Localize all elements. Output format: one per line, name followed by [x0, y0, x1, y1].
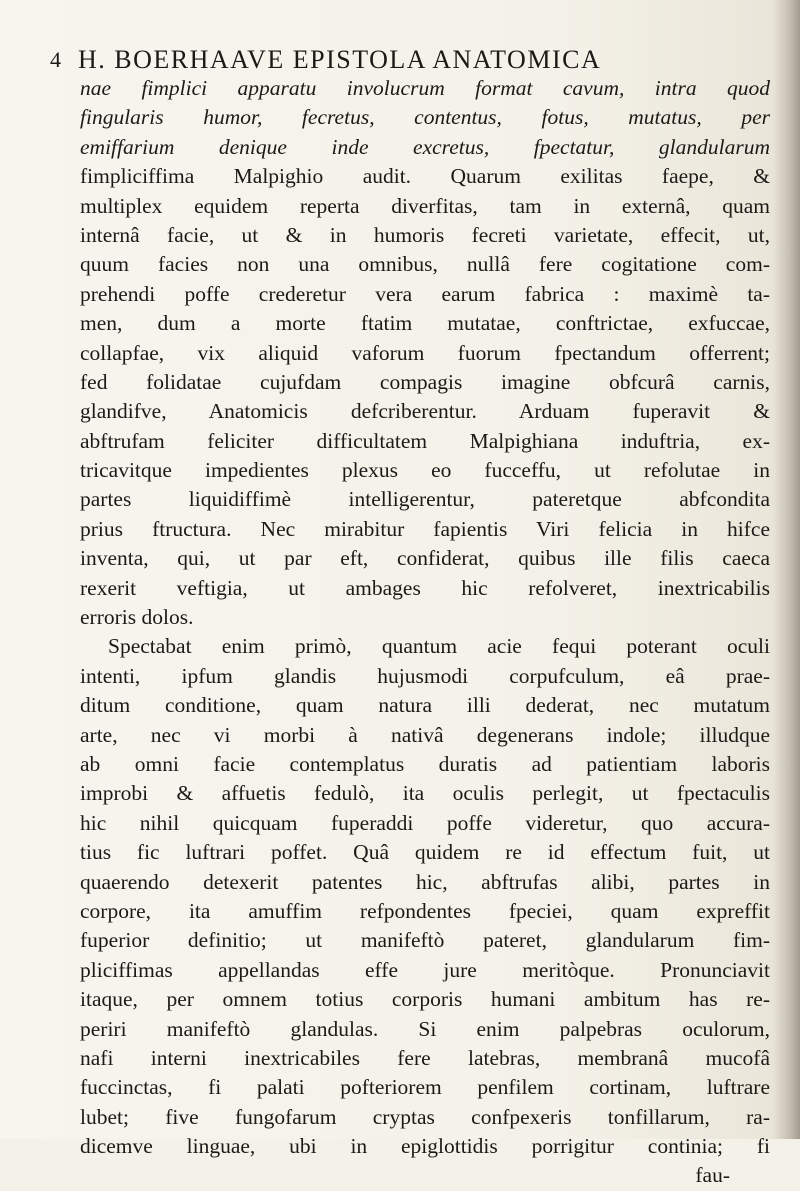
catchword: fau-: [695, 1163, 730, 1188]
text-line: abftrufam feliciter difficultatem Malpighiana induftria, ex-: [80, 428, 770, 453]
body-text: [80, 74, 770, 1191]
text-line: arte, nec vi morbi à nativâ degenerans indole; illudque: [80, 722, 770, 747]
text-line: nae fimplici apparatu involucrum format cavum, intra quod: [80, 76, 770, 100]
text-line: fimpliciffima Malpighio audit. Quarum exilitas faepe, &: [80, 164, 770, 189]
text-line: internâ facie, ut & in humoris fecreti varietate, effecit, ut,: [80, 222, 770, 247]
text-line: improbi & affuetis fedulò, ita oculis perlegit, ut fpectaculis: [80, 781, 770, 806]
text-line: prehendi poffe crederetur vera earum fabrica : maximè ta-: [80, 281, 770, 306]
text-line: collapfae, vix aliquid vaforum fuorum fpectandum offerrent;: [80, 340, 770, 365]
text-line: fingularis humor, fecretus, contentus, fotus, mutatus, per: [80, 105, 770, 130]
text-line: tricavitque impedientes plexus eo fucceffu, ut refolutae in: [80, 458, 770, 483]
text-line: fuperior definitio; ut manifeftò pateret, glandularum fim-: [80, 928, 770, 953]
text-line: ab omni facie contemplatus duratis ad patientiam laboris: [80, 751, 770, 776]
text-line: hic nihil quicquam fuperaddi poffe videretur, quo accura-: [80, 810, 770, 835]
text-line: quaerendo detexerit patentes hic, abftrufas alibi, partes in: [80, 869, 770, 894]
text-line: emiffarium denique inde excretus, fpectatur, glandularum: [80, 134, 770, 159]
text-line: inventa, qui, ut par eft, confiderat, quibus ille filis caeca: [80, 546, 770, 571]
text-line: Spectabat enim primò, quantum acie fequi poterant oculi: [108, 634, 770, 659]
text-line: tius fic luftrari poffet. Quâ quidem re id effectum fuit, ut: [80, 840, 770, 865]
text-line: intenti, ipfum glandis hujusmodi corpufculum, eâ prae-: [80, 663, 770, 688]
text-line: multiplex equidem reperta diverfitas, tam in externâ, quam: [80, 193, 770, 218]
text-line: partes liquidiffimè intelligerentur, pateretque abfcondita: [80, 487, 770, 512]
page-number: 4: [50, 47, 62, 72]
text-line: fuccinctas, fi palati pofteriorem penfilem cortinam, luftrare: [80, 1075, 770, 1100]
text-line: ditum conditione, quam natura illi dederat, nec mutatum: [80, 693, 770, 718]
text-line: fed folidatae cujufdam compagis imagine obfcurâ carnis,: [80, 369, 770, 394]
text-line: nafi interni inextricabiles fere latebras, membranâ mucofâ: [80, 1045, 770, 1070]
text-line: dicemve linguae, ubi in epiglottidis porrigitur continia; fi: [80, 1134, 770, 1159]
text-line: lubet; five fungofarum cryptas confpexeris tonfillarum, ra-: [80, 1104, 770, 1129]
text-line: quum facies non una omnibus, nullâ fere cogitatione com-: [80, 252, 770, 277]
binding-shadow: [774, 0, 800, 1139]
text-line: rexerit veftigia, ut ambages hic refolveret, inextricabilis: [80, 575, 770, 600]
text-line: men, dum a morte ftatim mutatae, conftrictae, exfuccae,: [80, 311, 770, 336]
text-line: erroris dolos.: [80, 605, 194, 630]
running-title: H. BOERHAAVE EPISTOLA ANATOMICA: [78, 45, 602, 74]
text-line: itaque, per omnem totius corporis humani ambitum has re-: [80, 987, 770, 1012]
text-line: glandifve, Anatomicis defcriberentur. Arduam fuperavit &: [80, 399, 770, 424]
text-line: periri manifeftò glandulas. Si enim palpebras oculorum,: [80, 1016, 770, 1041]
text-line: prius ftructura. Nec mirabitur fapientis Viri felicia in hifce: [80, 516, 770, 541]
text-line: pliciffimas appellandas effe jure meritòque. Pronunciavit: [80, 957, 770, 982]
text-line: corpore, ita amuffim refpondentes fpeciei, quam expreffit: [80, 898, 770, 923]
